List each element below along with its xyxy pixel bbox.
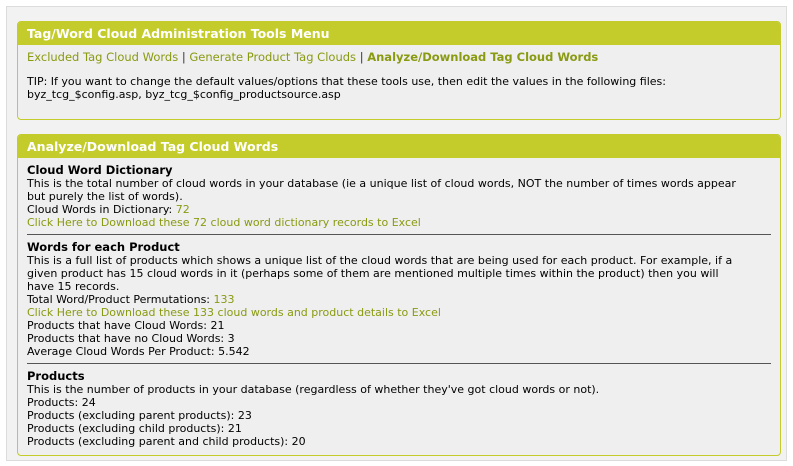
section-divider [27, 363, 771, 364]
average-words: Average Cloud Words Per Product: 5.542 [27, 345, 250, 358]
product-words-desc: given product has 15 cloud words in it (perhaps some of them are mentioned multiple times within the product) then you will [27, 267, 719, 280]
tools-menu-links [27, 50, 771, 65]
dictionary-count-value: 72 [175, 203, 190, 216]
dictionary-desc: This is the total number of cloud words in your database (ie a unique list of cloud words, NOT the number of times words appear [27, 177, 736, 190]
tools-menu-title: Tag/Word Cloud Administration Tools Menu [18, 22, 780, 45]
page-container [6, 6, 787, 461]
products-without-words: Products that have no Cloud Words: 3 [27, 332, 235, 345]
permutations-value: 133 [213, 293, 235, 306]
products-section [27, 370, 771, 448]
analyze-panel-title: Analyze/Download Tag Cloud Words [18, 135, 780, 158]
products-desc: This is the number of products in your database (regardless of whether they've got cloud words or not). [27, 383, 600, 396]
products-excl-child: Products (excluding child products): 21 [27, 422, 242, 435]
tip-files: byz_tcg_$config.asp, byz_tcg_$config_productsource.asp [27, 88, 341, 101]
tools-menu-panel [17, 21, 781, 120]
permutations-count [27, 293, 771, 306]
analyze-panel [17, 134, 781, 456]
excluded-words-link[interactable]: Excluded Tag Cloud Words [27, 50, 179, 64]
menu-separator: | [359, 50, 364, 64]
product-words-section [27, 241, 771, 358]
products-excl-parent: Products (excluding parent products): 23 [27, 409, 252, 422]
dictionary-count-label: Cloud Words in Dictionary: [27, 203, 173, 216]
products-total: Products: 24 [27, 396, 96, 409]
download-dictionary-link[interactable]: Click Here to Download these 72 cloud word dictionary records to Excel [27, 216, 421, 229]
products-heading: Products [27, 369, 85, 383]
download-product-words-link[interactable]: Click Here to Download these 133 cloud words and product details to Excel [27, 306, 441, 319]
product-words-heading: Words for each Product [27, 240, 180, 254]
product-words-desc: This is a full list of products which shows a unique list of the cloud words that are being used for each product. For example, if a [27, 254, 733, 267]
dictionary-desc: but purely the list of words). [27, 190, 183, 203]
analyze-download-link[interactable]: Analyze/Download Tag Cloud Words [367, 50, 599, 64]
products-with-words: Products that have Cloud Words: 21 [27, 319, 225, 332]
section-divider [27, 234, 771, 235]
dictionary-count [27, 203, 771, 216]
tip-text [27, 75, 771, 101]
product-words-desc: have 15 records. [27, 280, 120, 293]
generate-clouds-link[interactable]: Generate Product Tag Clouds [189, 50, 357, 64]
tip-line: TIP: If you want to change the default values/options that these tools use, then edit the values in the following files: [27, 75, 666, 88]
dictionary-heading: Cloud Word Dictionary [27, 163, 173, 177]
permutations-label: Total Word/Product Permutations: [27, 293, 211, 306]
dictionary-section [27, 164, 771, 229]
menu-separator: | [181, 50, 186, 64]
products-excl-both: Products (excluding parent and child products): 20 [27, 435, 306, 448]
